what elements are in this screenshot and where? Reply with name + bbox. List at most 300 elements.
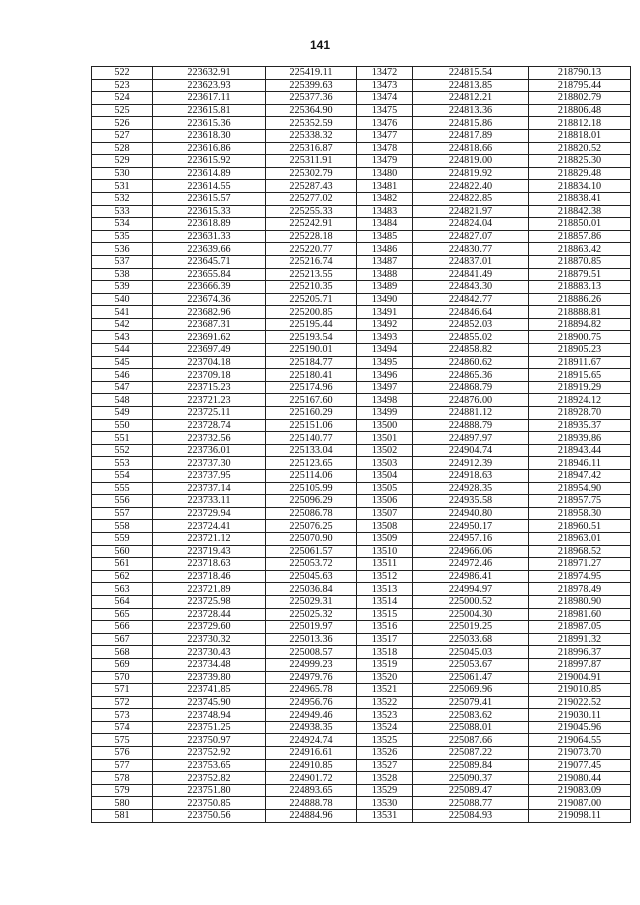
table-cell: 224841.49 xyxy=(413,268,529,281)
table-row xyxy=(92,633,631,646)
table-cell: 223729.60 xyxy=(153,621,266,634)
table-cell: 541 xyxy=(92,306,153,319)
table-cell: 538 xyxy=(92,268,153,281)
table-cell: 225084.93 xyxy=(413,810,529,823)
table-cell: 522 xyxy=(92,67,153,80)
table-cell: 13501 xyxy=(357,432,413,445)
table-cell: 562 xyxy=(92,570,153,583)
table-cell: 13495 xyxy=(357,356,413,369)
table-row xyxy=(92,621,631,634)
table-cell: 223737.95 xyxy=(153,470,266,483)
table-cell: 224822.85 xyxy=(413,192,529,205)
table-cell: 13510 xyxy=(357,545,413,558)
table-row xyxy=(92,255,631,268)
table-row xyxy=(92,230,631,243)
table-row xyxy=(92,117,631,130)
table-cell: 223618.30 xyxy=(153,129,266,142)
table-cell: 564 xyxy=(92,595,153,608)
table-cell: 224846.64 xyxy=(413,306,529,319)
table-cell: 13528 xyxy=(357,772,413,785)
table-row xyxy=(92,67,631,80)
table-row xyxy=(92,192,631,205)
table-cell: 225220.77 xyxy=(266,243,357,256)
table-cell: 224904.74 xyxy=(413,444,529,457)
table-cell: 536 xyxy=(92,243,153,256)
table-cell: 223732.56 xyxy=(153,432,266,445)
table-cell: 224940.80 xyxy=(413,507,529,520)
table-cell: 218842.38 xyxy=(529,205,631,218)
table-cell: 218829.48 xyxy=(529,167,631,180)
table-cell: 223750.56 xyxy=(153,810,266,823)
table-cell: 225053.72 xyxy=(266,558,357,571)
table-cell: 223709.18 xyxy=(153,369,266,382)
table-cell: 225061.47 xyxy=(413,671,529,684)
table-row xyxy=(92,608,631,621)
table-cell: 223645.71 xyxy=(153,255,266,268)
table-cell: 223721.23 xyxy=(153,394,266,407)
table-cell: 13511 xyxy=(357,558,413,571)
table-row xyxy=(92,419,631,432)
table-cell: 557 xyxy=(92,507,153,520)
table-cell: 223752.92 xyxy=(153,747,266,760)
table-cell: 225151.06 xyxy=(266,419,357,432)
table-cell: 218883.13 xyxy=(529,281,631,294)
table-cell: 225025.32 xyxy=(266,608,357,621)
table-cell: 219064.55 xyxy=(529,734,631,747)
table-cell: 225070.90 xyxy=(266,532,357,545)
table-cell: 13505 xyxy=(357,482,413,495)
table-cell: 225160.29 xyxy=(266,407,357,420)
table-cell: 13476 xyxy=(357,117,413,130)
table-cell: 225079.41 xyxy=(413,696,529,709)
table-cell: 218850.01 xyxy=(529,218,631,231)
table-cell: 563 xyxy=(92,583,153,596)
table-cell: 568 xyxy=(92,646,153,659)
table-cell: 224994.97 xyxy=(413,583,529,596)
table-cell: 532 xyxy=(92,192,153,205)
table-cell: 580 xyxy=(92,797,153,810)
table-cell: 225029.31 xyxy=(266,595,357,608)
table-cell: 224858.82 xyxy=(413,344,529,357)
table-cell: 223737.14 xyxy=(153,482,266,495)
table-cell: 13504 xyxy=(357,470,413,483)
table-cell: 13477 xyxy=(357,129,413,142)
table-cell: 219030.11 xyxy=(529,709,631,722)
table-cell: 224986.41 xyxy=(413,570,529,583)
table-cell: 224928.35 xyxy=(413,482,529,495)
table-cell: 225184.77 xyxy=(266,356,357,369)
table-row xyxy=(92,595,631,608)
table-row xyxy=(92,684,631,697)
table-cell: 225019.25 xyxy=(413,621,529,634)
table-cell: 223615.36 xyxy=(153,117,266,130)
table-cell: 223639.66 xyxy=(153,243,266,256)
table-cell: 218963.01 xyxy=(529,532,631,545)
table-cell: 225000.52 xyxy=(413,595,529,608)
table-cell: 530 xyxy=(92,167,153,180)
table-cell: 224918.63 xyxy=(413,470,529,483)
table-cell: 225069.96 xyxy=(413,684,529,697)
table-cell: 225076.25 xyxy=(266,520,357,533)
table-cell: 225338.32 xyxy=(266,129,357,142)
table-row xyxy=(92,583,631,596)
table-cell: 223734.48 xyxy=(153,658,266,671)
table-cell: 223614.89 xyxy=(153,167,266,180)
table-cell: 556 xyxy=(92,495,153,508)
table-cell: 223750.85 xyxy=(153,797,266,810)
table-row xyxy=(92,457,631,470)
table-cell: 218915.65 xyxy=(529,369,631,382)
table-cell: 542 xyxy=(92,318,153,331)
table-row xyxy=(92,142,631,155)
table-cell: 218894.82 xyxy=(529,318,631,331)
table-cell: 224912.39 xyxy=(413,457,529,470)
table-cell: 575 xyxy=(92,734,153,747)
coordinates-table xyxy=(91,66,631,823)
table-cell: 218997.87 xyxy=(529,658,631,671)
table-cell: 13519 xyxy=(357,658,413,671)
table-cell: 13492 xyxy=(357,318,413,331)
table-row xyxy=(92,696,631,709)
table-cell: 223724.41 xyxy=(153,520,266,533)
table-cell: 218802.79 xyxy=(529,92,631,105)
table-cell: 225216.74 xyxy=(266,255,357,268)
table-cell: 223615.33 xyxy=(153,205,266,218)
table-cell: 224924.74 xyxy=(266,734,357,747)
table-cell: 218974.95 xyxy=(529,570,631,583)
table-cell: 13524 xyxy=(357,721,413,734)
table-cell: 581 xyxy=(92,810,153,823)
table-cell: 218888.81 xyxy=(529,306,631,319)
table-cell: 572 xyxy=(92,696,153,709)
table-cell: 224949.46 xyxy=(266,709,357,722)
table-cell: 13494 xyxy=(357,344,413,357)
table-cell: 13474 xyxy=(357,92,413,105)
table-cell: 225133.04 xyxy=(266,444,357,457)
table-cell: 546 xyxy=(92,369,153,382)
table-cell: 223614.55 xyxy=(153,180,266,193)
table-cell: 223721.89 xyxy=(153,583,266,596)
table-row xyxy=(92,709,631,722)
table-cell: 224815.54 xyxy=(413,67,529,80)
table-cell: 552 xyxy=(92,444,153,457)
table-cell: 225302.79 xyxy=(266,167,357,180)
table-row xyxy=(92,784,631,797)
table-cell: 219022.52 xyxy=(529,696,631,709)
table-cell: 13486 xyxy=(357,243,413,256)
table-cell: 225105.99 xyxy=(266,482,357,495)
table-cell: 224822.40 xyxy=(413,180,529,193)
table-cell: 13531 xyxy=(357,810,413,823)
table-row xyxy=(92,470,631,483)
table-cell: 223728.74 xyxy=(153,419,266,432)
table-cell: 553 xyxy=(92,457,153,470)
table-cell: 224938.35 xyxy=(266,721,357,734)
table-cell: 224956.76 xyxy=(266,696,357,709)
table-row xyxy=(92,306,631,319)
table-cell: 225311.91 xyxy=(266,155,357,168)
table-cell: 225090.37 xyxy=(413,772,529,785)
table-cell: 218905.23 xyxy=(529,344,631,357)
table-cell: 225036.84 xyxy=(266,583,357,596)
table-cell: 225045.63 xyxy=(266,570,357,583)
table-cell: 225399.63 xyxy=(266,79,357,92)
table-cell: 13516 xyxy=(357,621,413,634)
table-cell: 218886.26 xyxy=(529,293,631,306)
table-cell: 225316.87 xyxy=(266,142,357,155)
table-cell: 225123.65 xyxy=(266,457,357,470)
table-cell: 13523 xyxy=(357,709,413,722)
table-cell: 218924.12 xyxy=(529,394,631,407)
table-cell: 13526 xyxy=(357,747,413,760)
table-cell: 225180.41 xyxy=(266,369,357,382)
table-cell: 218954.90 xyxy=(529,482,631,495)
table-cell: 218978.49 xyxy=(529,583,631,596)
table-cell: 13490 xyxy=(357,293,413,306)
table-row xyxy=(92,268,631,281)
table-cell: 574 xyxy=(92,721,153,734)
table-cell: 13502 xyxy=(357,444,413,457)
table-cell: 224860.62 xyxy=(413,356,529,369)
table-cell: 224979.76 xyxy=(266,671,357,684)
table-row xyxy=(92,482,631,495)
table-cell: 223618.89 xyxy=(153,218,266,231)
table-cell: 225167.60 xyxy=(266,394,357,407)
table-cell: 225352.59 xyxy=(266,117,357,130)
table-cell: 565 xyxy=(92,608,153,621)
table-row xyxy=(92,92,631,105)
table-cell: 224815.86 xyxy=(413,117,529,130)
table-cell: 535 xyxy=(92,230,153,243)
table-cell: 223704.18 xyxy=(153,356,266,369)
table-cell: 13484 xyxy=(357,218,413,231)
table-row xyxy=(92,155,631,168)
table-cell: 13491 xyxy=(357,306,413,319)
table-row xyxy=(92,671,631,684)
table-cell: 224842.77 xyxy=(413,293,529,306)
table-cell: 224837.01 xyxy=(413,255,529,268)
table-cell: 13487 xyxy=(357,255,413,268)
table-cell: 13517 xyxy=(357,633,413,646)
table-row xyxy=(92,810,631,823)
table-cell: 218947.42 xyxy=(529,470,631,483)
table-cell: 579 xyxy=(92,784,153,797)
table-cell: 225364.90 xyxy=(266,104,357,117)
table-cell: 577 xyxy=(92,759,153,772)
table-row xyxy=(92,759,631,772)
table-cell: 13481 xyxy=(357,180,413,193)
table-cell: 218968.52 xyxy=(529,545,631,558)
table-cell: 527 xyxy=(92,129,153,142)
table-cell: 224865.36 xyxy=(413,369,529,382)
table-cell: 224817.89 xyxy=(413,129,529,142)
table-cell: 224957.16 xyxy=(413,532,529,545)
table-cell: 13513 xyxy=(357,583,413,596)
table-cell: 537 xyxy=(92,255,153,268)
table-cell: 219077.45 xyxy=(529,759,631,772)
table-cell: 218857.86 xyxy=(529,230,631,243)
table-row xyxy=(92,205,631,218)
table-row xyxy=(92,558,631,571)
table-cell: 573 xyxy=(92,709,153,722)
table-row xyxy=(92,318,631,331)
table-cell: 225190.01 xyxy=(266,344,357,357)
table-cell: 224972.46 xyxy=(413,558,529,571)
table-cell: 13498 xyxy=(357,394,413,407)
table-cell: 223725.98 xyxy=(153,595,266,608)
table-cell: 13499 xyxy=(357,407,413,420)
table-row xyxy=(92,432,631,445)
table-cell: 13479 xyxy=(357,155,413,168)
table-cell: 13507 xyxy=(357,507,413,520)
table-cell: 218870.85 xyxy=(529,255,631,268)
table-cell: 218980.90 xyxy=(529,595,631,608)
table-cell: 224888.79 xyxy=(413,419,529,432)
table-cell: 225140.77 xyxy=(266,432,357,445)
table-cell: 223728.44 xyxy=(153,608,266,621)
table-cell: 218939.86 xyxy=(529,432,631,445)
table-row xyxy=(92,721,631,734)
table-cell: 13485 xyxy=(357,230,413,243)
table-cell: 218879.51 xyxy=(529,268,631,281)
table-cell: 13525 xyxy=(357,734,413,747)
table-cell: 224855.02 xyxy=(413,331,529,344)
table-row xyxy=(92,356,631,369)
table-cell: 13527 xyxy=(357,759,413,772)
table-cell: 225087.22 xyxy=(413,747,529,760)
table-cell: 223674.36 xyxy=(153,293,266,306)
table-cell: 13529 xyxy=(357,784,413,797)
table-cell: 223631.33 xyxy=(153,230,266,243)
table-row xyxy=(92,331,631,344)
table-cell: 543 xyxy=(92,331,153,344)
table-cell: 223691.62 xyxy=(153,331,266,344)
table-cell: 223739.80 xyxy=(153,671,266,684)
table-cell: 13489 xyxy=(357,281,413,294)
table-cell: 223718.63 xyxy=(153,558,266,571)
table-cell: 223730.43 xyxy=(153,646,266,659)
table-cell: 224821.97 xyxy=(413,205,529,218)
table-cell: 224897.97 xyxy=(413,432,529,445)
table-cell: 523 xyxy=(92,79,153,92)
table-cell: 223666.39 xyxy=(153,281,266,294)
table-cell: 218971.27 xyxy=(529,558,631,571)
table-cell: 225200.85 xyxy=(266,306,357,319)
table-row xyxy=(92,646,631,659)
table-cell: 570 xyxy=(92,671,153,684)
table-cell: 224966.06 xyxy=(413,545,529,558)
table-cell: 13488 xyxy=(357,268,413,281)
table-cell: 224824.04 xyxy=(413,218,529,231)
table-cell: 223623.93 xyxy=(153,79,266,92)
table-cell: 223655.84 xyxy=(153,268,266,281)
table-cell: 225061.57 xyxy=(266,545,357,558)
table-cell: 218838.41 xyxy=(529,192,631,205)
table-cell: 223736.01 xyxy=(153,444,266,457)
table-cell: 225419.11 xyxy=(266,67,357,80)
table-cell: 223748.94 xyxy=(153,709,266,722)
table-cell: 219010.85 xyxy=(529,684,631,697)
table-cell: 224884.96 xyxy=(266,810,357,823)
table-row xyxy=(92,734,631,747)
table-cell: 223741.85 xyxy=(153,684,266,697)
table-cell: 225004.30 xyxy=(413,608,529,621)
table-cell: 567 xyxy=(92,633,153,646)
table-row xyxy=(92,747,631,760)
table-cell: 225086.78 xyxy=(266,507,357,520)
table-row xyxy=(92,369,631,382)
table-cell: 544 xyxy=(92,344,153,357)
table-cell: 224819.92 xyxy=(413,167,529,180)
table-cell: 225242.91 xyxy=(266,218,357,231)
table-cell: 223753.65 xyxy=(153,759,266,772)
table-cell: 224935.58 xyxy=(413,495,529,508)
table-cell: 225193.54 xyxy=(266,331,357,344)
table-cell: 225013.36 xyxy=(266,633,357,646)
table-cell: 540 xyxy=(92,293,153,306)
table-cell: 225213.55 xyxy=(266,268,357,281)
table-cell: 218996.37 xyxy=(529,646,631,659)
table-cell: 224812.21 xyxy=(413,92,529,105)
table-row xyxy=(92,394,631,407)
table-cell: 224888.78 xyxy=(266,797,357,810)
table-cell: 534 xyxy=(92,218,153,231)
table-row xyxy=(92,658,631,671)
table-cell: 531 xyxy=(92,180,153,193)
table-row xyxy=(92,570,631,583)
table-cell: 225096.29 xyxy=(266,495,357,508)
table-cell: 225045.03 xyxy=(413,646,529,659)
table-cell: 225019.97 xyxy=(266,621,357,634)
table-cell: 223615.57 xyxy=(153,192,266,205)
table-cell: 560 xyxy=(92,545,153,558)
table-cell: 218863.42 xyxy=(529,243,631,256)
table-cell: 576 xyxy=(92,747,153,760)
table-cell: 218957.75 xyxy=(529,495,631,508)
table-cell: 223729.94 xyxy=(153,507,266,520)
table-cell: 223718.46 xyxy=(153,570,266,583)
table-cell: 225089.84 xyxy=(413,759,529,772)
table-cell: 13518 xyxy=(357,646,413,659)
table-cell: 13497 xyxy=(357,381,413,394)
table-cell: 223682.96 xyxy=(153,306,266,319)
table-cell: 569 xyxy=(92,658,153,671)
table-cell: 224901.72 xyxy=(266,772,357,785)
table-cell: 13506 xyxy=(357,495,413,508)
table-cell: 555 xyxy=(92,482,153,495)
table-cell: 533 xyxy=(92,205,153,218)
table-cell: 13522 xyxy=(357,696,413,709)
table-cell: 223615.92 xyxy=(153,155,266,168)
table-cell: 13483 xyxy=(357,205,413,218)
table-cell: 223733.11 xyxy=(153,495,266,508)
table-cell: 225377.36 xyxy=(266,92,357,105)
table-cell: 571 xyxy=(92,684,153,697)
table-cell: 551 xyxy=(92,432,153,445)
table-cell: 218935.37 xyxy=(529,419,631,432)
table-cell: 218911.67 xyxy=(529,356,631,369)
table-cell: 13478 xyxy=(357,142,413,155)
table-cell: 524 xyxy=(92,92,153,105)
table-cell: 224818.66 xyxy=(413,142,529,155)
table-cell: 219073.70 xyxy=(529,747,631,760)
table-cell: 13473 xyxy=(357,79,413,92)
table-cell: 224876.00 xyxy=(413,394,529,407)
table-cell: 224827.07 xyxy=(413,230,529,243)
table-cell: 223615.81 xyxy=(153,104,266,117)
table-cell: 13475 xyxy=(357,104,413,117)
table-cell: 225089.47 xyxy=(413,784,529,797)
